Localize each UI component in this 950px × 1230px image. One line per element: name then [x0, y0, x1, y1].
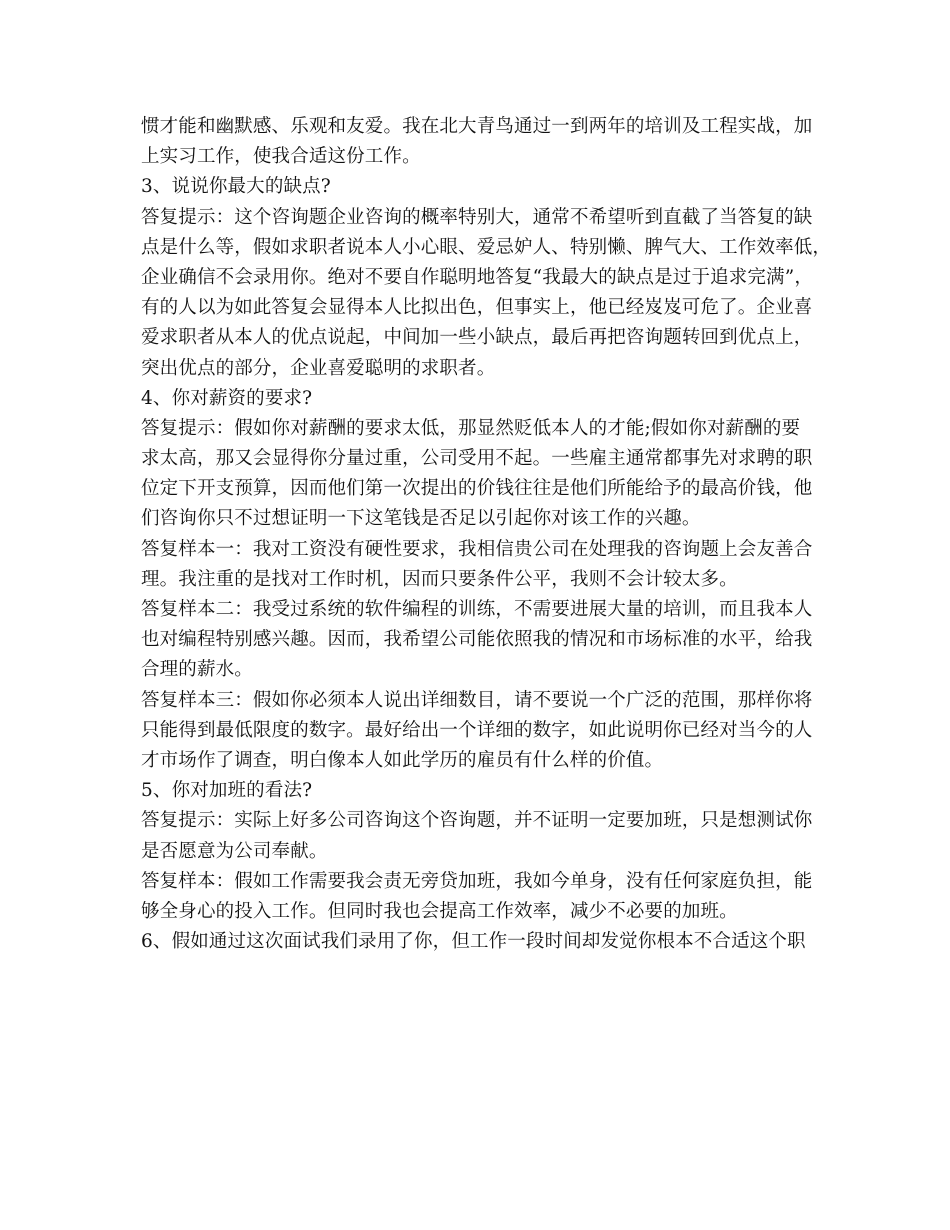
text-line: 上实习工作，使我合适这份工作。: [141, 146, 421, 168]
text-line: 答复提示：假如你对薪酬的要求太低，那显然贬低本人的才能;假如你对薪酬的要: [141, 417, 801, 439]
text-line: 4、你对薪资的要求?: [141, 387, 313, 409]
text-line: 才市场作了调查，明白像本人如此学历的雇员有什么样的价值。: [141, 749, 664, 771]
text-line: 答复样本二：我受过系统的软件编程的训练，不需要进展大量的培训，而且我本人: [141, 599, 813, 620]
text-line: 爱求职者从本人的优点说起，中间加一些小缺点，最后再把咨询题转回到优点上，: [141, 327, 813, 349]
text-line: 够全身心的投入工作。但同时我也会提高工作效率，减少不必要的加班。: [141, 900, 738, 922]
text-line: 答复样本一：我对工资没有硬性要求，我相信贵公司在处理我的咨询题上会友善合: [141, 538, 813, 560]
text-line: 也对编程特别感兴趣。因而，我希望公司能依照我的情况和市场标准的水平，给我: [141, 629, 813, 651]
text-line: 答复样本三：假如你必须本人说出详细数目，请不要说一个广泛的范围，那样你将: [141, 689, 813, 711]
text-line: 位定下开支预算，因而他们第一次提出的价钱往往是他们所能给予的最高价钱，他: [141, 478, 813, 500]
text-line: 3、说说你最大的缺点?: [141, 176, 331, 198]
text-line: 5、你对加班的看法?: [141, 780, 313, 802]
text-line: 6、假如通过这次面试我们录用了你，但工作一段时间却发觉你根本不合适这个职: [141, 931, 806, 953]
text-line: 是否愿意为公司奉献。: [141, 840, 328, 862]
document-body: [141, 112, 832, 957]
text-line: 突出优点的部分，企业喜爱聪明的求职者。: [141, 357, 496, 379]
text-line: 理。我注重的是找对工作时机，因而只要条件公平，我则不会计较太多。: [141, 568, 738, 590]
text-line: 点是什么等，假如求职者说本人小心眼、爱忌妒人、特别懒、脾气大、工作效率低，: [141, 236, 832, 258]
text-line: 企业确信不会录用你。绝对不要自作聪明地答复“我最大的缺点是过于追求完满”，: [141, 266, 813, 288]
text-line: 只能得到最低限度的数字。最好给出一个详细的数字，如此说明你已经对当今的人: [141, 719, 813, 741]
text-line: 答复提示：实际上好多公司咨询这个咨询题，并不证明一定要加班，只是想测试你: [141, 810, 813, 832]
text-line: 合理的薪水。: [141, 659, 253, 681]
text-line: 有的人以为如此答复会显得本人比拟出色，但事实上，他已经岌岌可危了。企业喜: [141, 297, 813, 319]
text-line: 答复提示：这个咨询题企业咨询的概率特别大，通常不希望听到直截了当答复的缺: [141, 206, 813, 228]
text-line: 答复样本：假如工作需要我会责无旁贷加班，我如今单身，没有任何家庭负担，能: [141, 870, 813, 892]
text-line: 求太高，那又会显得你分量过重，公司受用不起。一些雇主通常都事先对求聘的职: [141, 448, 813, 470]
text-line: 惯才能和幽默感、乐观和友爱。我在北大青鸟通过一到两年的培训及工程实战，加: [141, 116, 813, 137]
text-line: 们咨询你只不过想证明一下这笔钱是否足以引起你对该工作的兴趣。: [141, 508, 701, 530]
